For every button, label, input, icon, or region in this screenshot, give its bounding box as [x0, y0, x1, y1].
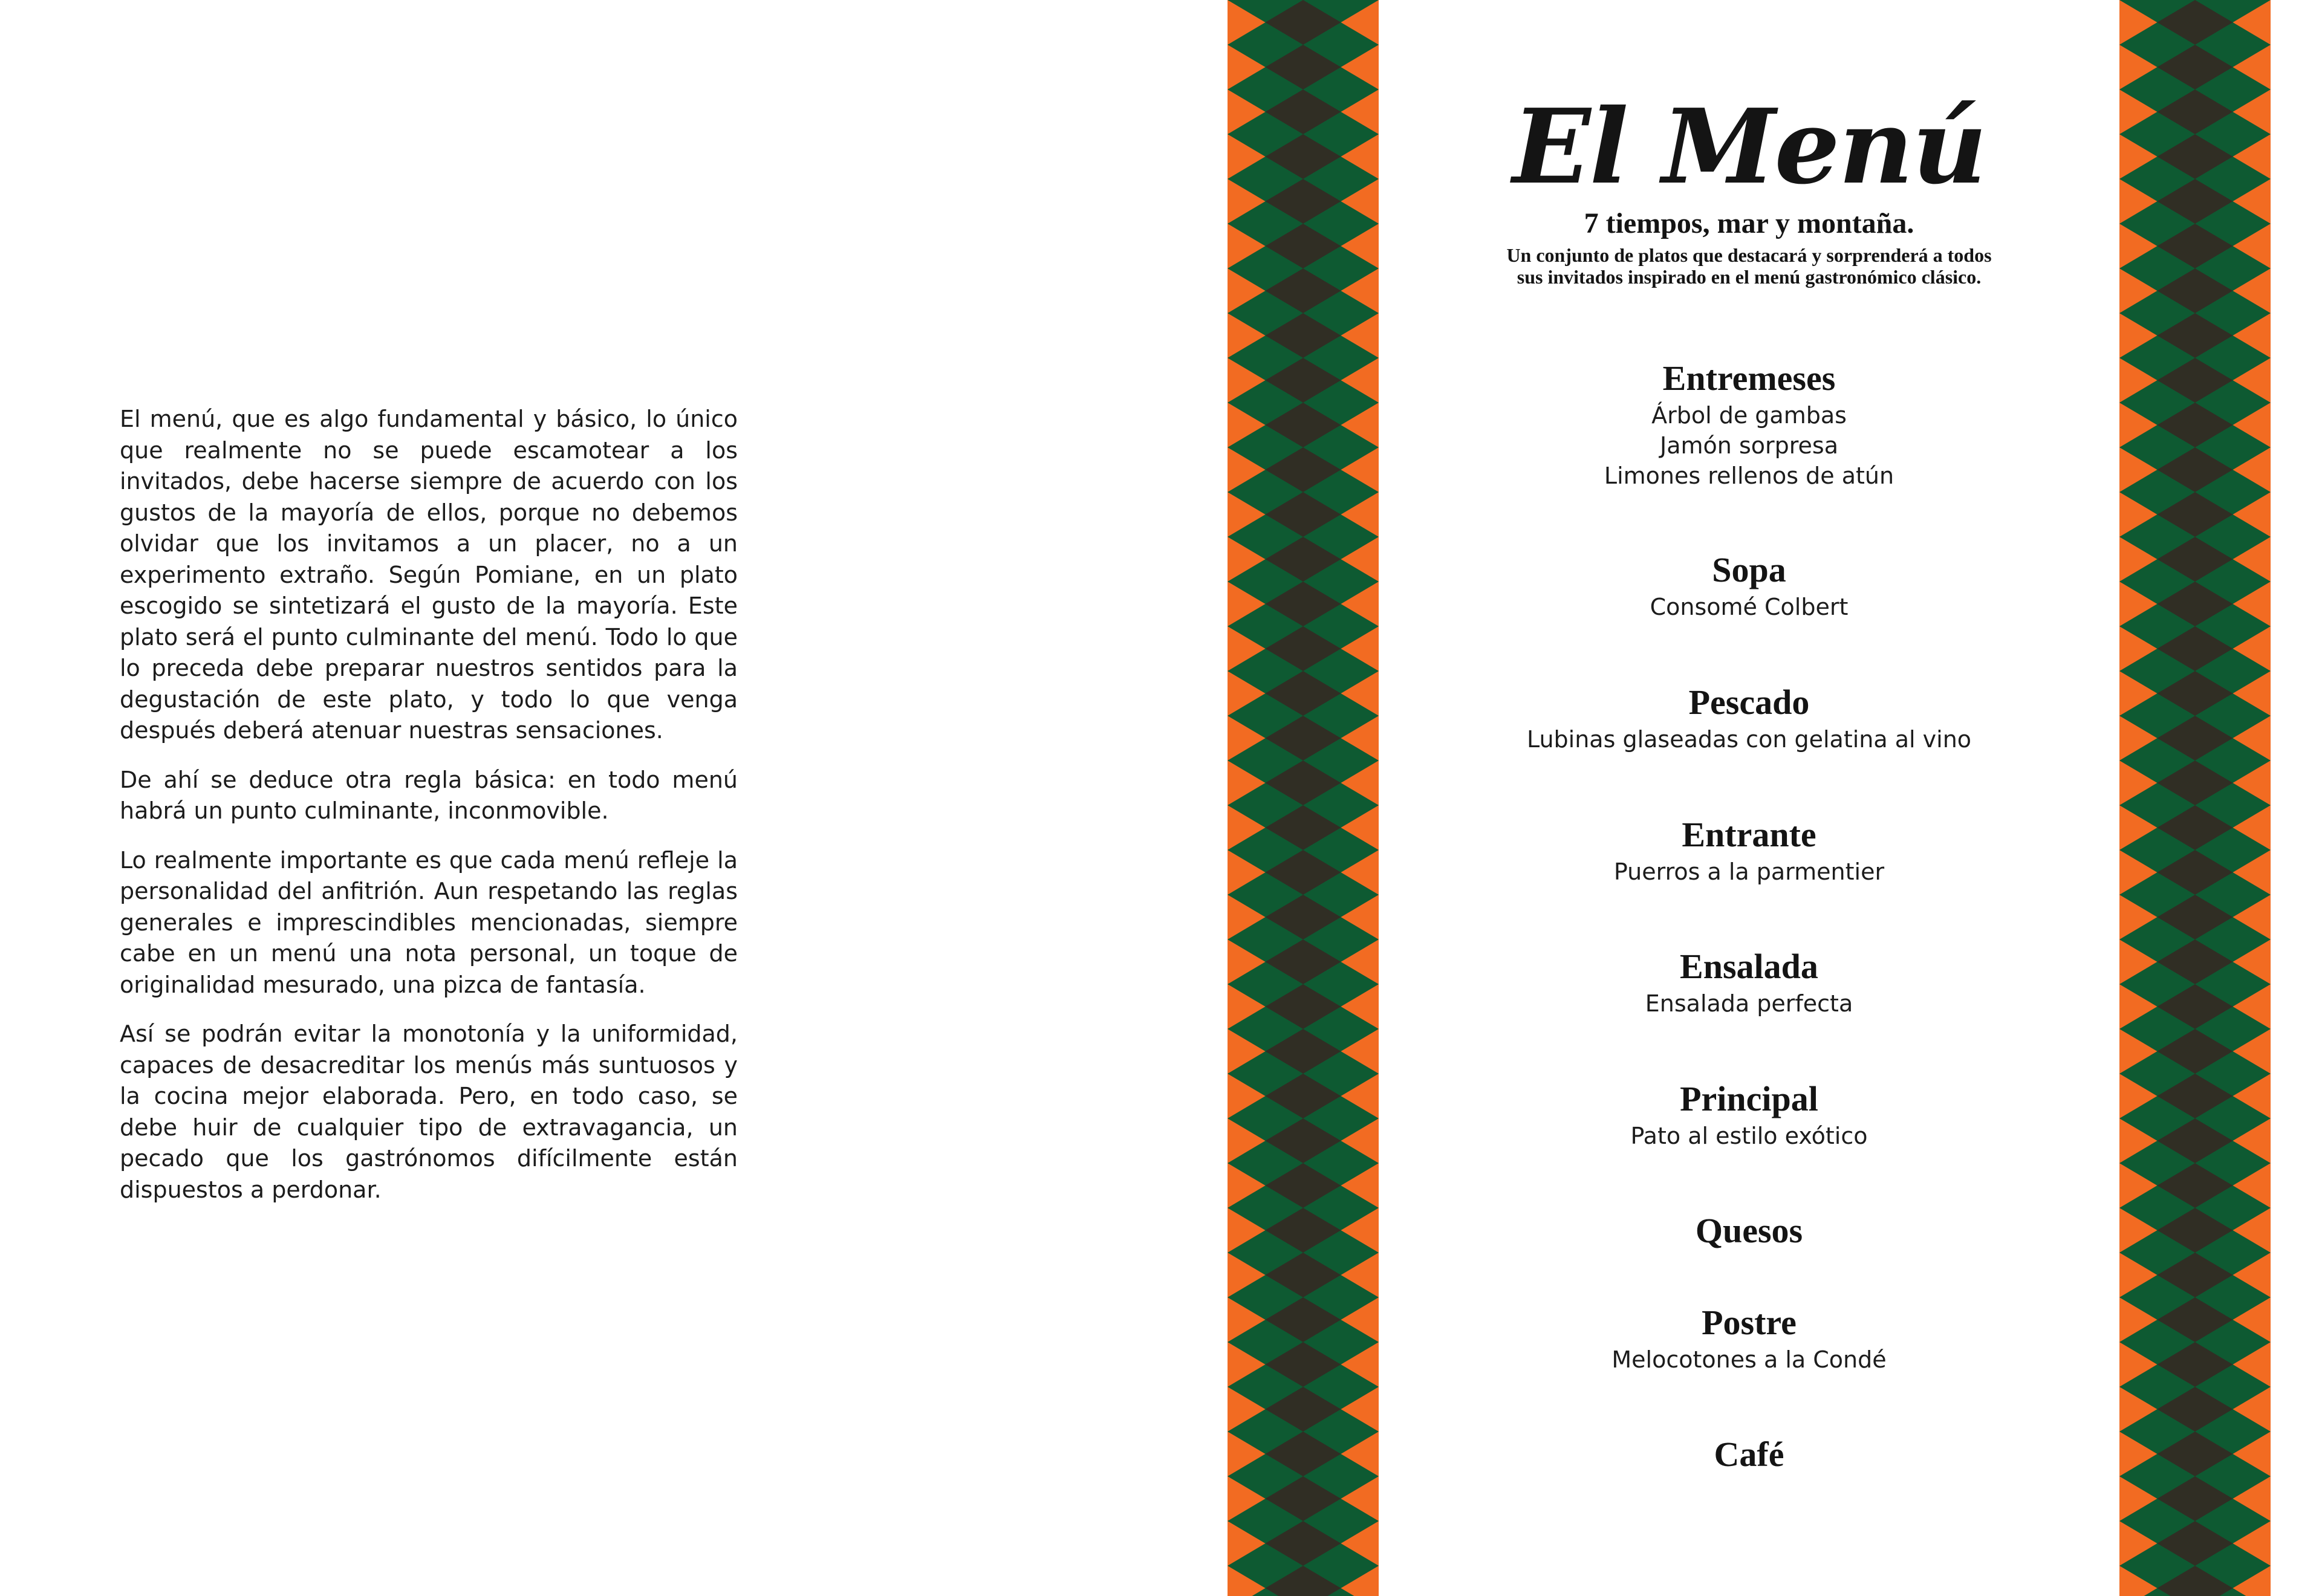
course-postre [1379, 1301, 2119, 1375]
paragraph-3: Lo realmente importante es que cada menú refleje la personalidad del anfitrión. Aun respetando las reglas generales e imprescindibles mencionadas, siempre cabe en un menú una nota personal, un toque de originalidad mesurado, una pizca de fantasía. [120, 846, 738, 998]
course-sopa [1379, 548, 2119, 622]
menu-subtitle: 7 tiempos, mar y montaña. [1584, 207, 1914, 239]
argyle-stripe-left [1228, 0, 1379, 1596]
course-entremeses [1379, 357, 2119, 491]
course-name: Postre [1702, 1303, 1797, 1342]
argyle-stripe-right [2119, 0, 2271, 1596]
course-name: Entrante [1682, 815, 1816, 854]
course-name: Sopa [1712, 550, 1786, 589]
dish-item: Consomé Colbert [1650, 594, 1849, 620]
course-principal [1379, 1077, 2119, 1151]
paragraph-4: Así se podrán evitar la monotonía y la uniformidad, capaces de desacreditar los menús más suntuosos y la cocina mejor elaborada. Pero, en todo caso, se debe huir de cualquier tipo de extravagancia, un pecado que los gastrónomos difícilmente están dispuestos a perdonar. [120, 1020, 738, 1203]
paragraph-1: El menú, que es algo fundamental y básico, lo único que realmente no se puede escamotear a los invitados, debe hacerse siempre de acuerdo con los gustos de la mayoría de ellos, porque no debemos olvidar que los invitamos a un placer, no a un experimento extraño. Según Pomiane, en un plato escogido se sintetizará el gusto de la mayoría. Este plato será el punto culminante del menú. Todo lo que lo preceda debe preparar nuestros sentidos para la degustación de este plato, y todo lo que venga después deberá atenuar nuestras sensaciones. [120, 406, 738, 744]
course-ensalada [1379, 945, 2119, 1019]
dish-item: Melocotones a la Condé [1611, 1346, 1887, 1373]
course-cafe [1379, 1433, 2119, 1476]
dish-item: Pato al estilo exótico [1630, 1123, 1868, 1149]
course-name: Café [1714, 1435, 1784, 1474]
course-pescado [1379, 681, 2119, 754]
menu-title: El Menú [1512, 86, 1986, 207]
course-name: Ensalada [1680, 947, 1818, 986]
menu-intro-line-1: Un conjunto de platos que destacará y sorprenderá a todos [1506, 244, 1992, 266]
course-entrante [1379, 813, 2119, 887]
dish-item: Lubinas glaseadas con gelatina al vino [1526, 726, 1972, 753]
course-quesos [1379, 1209, 2119, 1253]
paragraph-2: De ahí se deduce otra regla básica: en todo menú habrá un punto culminante, inconmovible. [120, 766, 738, 824]
menu-intro [1469, 244, 2029, 288]
dish-item: Árbol de gambas [1651, 402, 1847, 429]
dish-item: Ensalada perfecta [1645, 990, 1853, 1017]
menu-intro-line-2: sus invitados inspirado en el menú gastronómico clásico. [1517, 266, 1982, 288]
course-name: Principal [1680, 1079, 1818, 1118]
dish-item: Jamón sorpresa [1660, 432, 1838, 459]
course-name: Pescado [1688, 683, 1810, 722]
dish-item: Limones rellenos de atún [1604, 462, 1894, 489]
course-name: Quesos [1695, 1211, 1803, 1250]
course-name: Entremeses [1662, 358, 1836, 398]
left-page-body [120, 404, 738, 1224]
dish-item: Puerros a la parmentier [1613, 858, 1885, 885]
